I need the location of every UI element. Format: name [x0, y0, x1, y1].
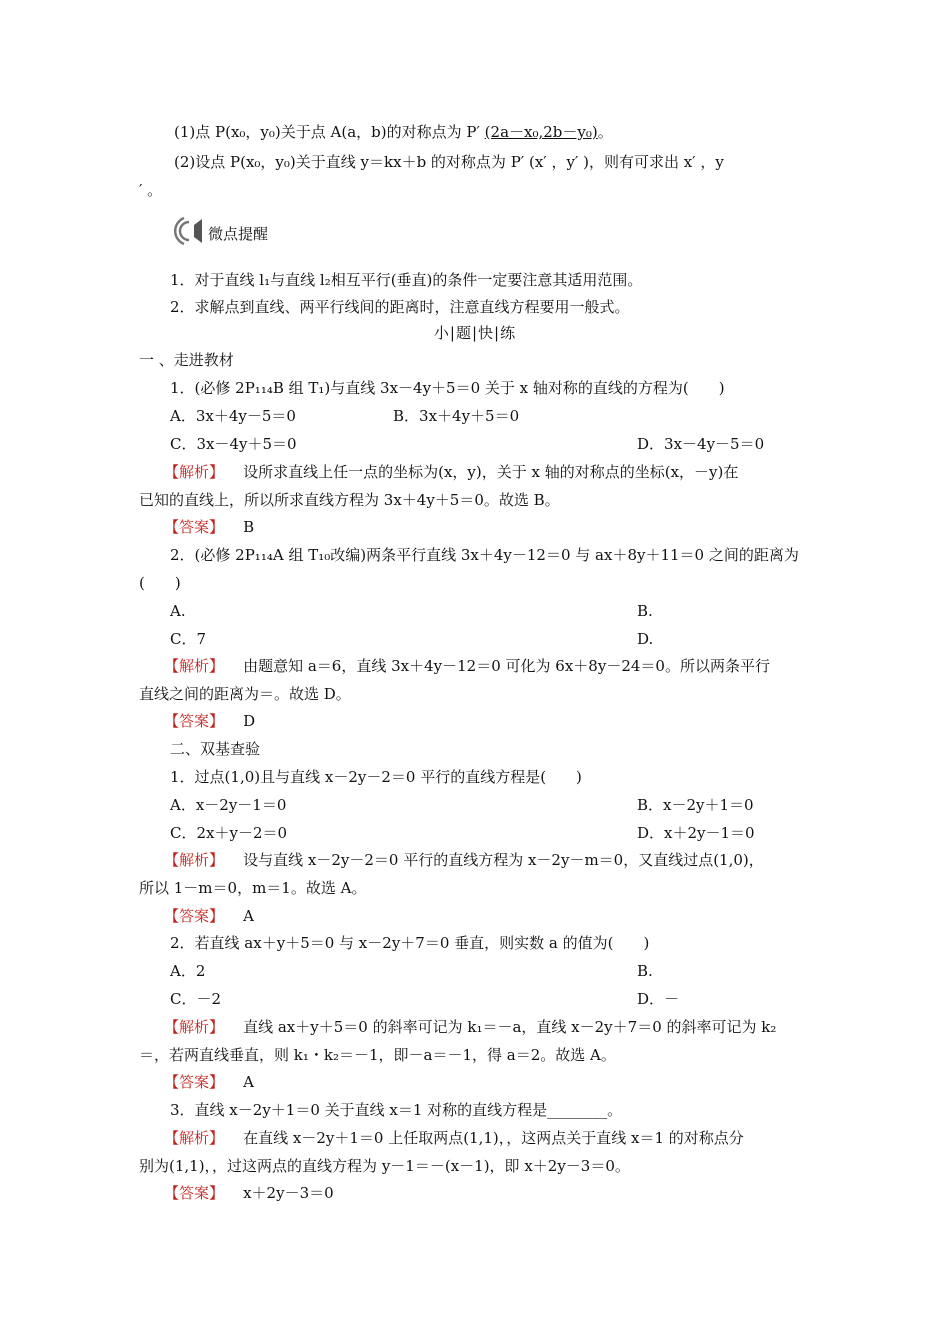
- section-1-heading: 一 、走进教材: [139, 351, 234, 369]
- analysis-text: 直线 ax＋y＋5＝0 的斜率可记为 k₁＝－a，直线 x－2y＋7＝0 的斜率可记为 k₂: [243, 1018, 777, 1036]
- s2-q1-option-d: D．x＋2y－1＝0: [637, 824, 755, 842]
- s1-q1-analysis-line-2: 已知的直线上，所以所求直线方程为 3x＋4y＋5＝0。故选 B。: [139, 491, 560, 509]
- symmetric-point-rule-2: (2)设点 P(x₀，y₀)关于直线 y＝kx＋b 的对称点为 P′ (x′ ，y′ )，则有可求出 x′ ，y: [174, 153, 724, 171]
- answer-label: 【答案】: [164, 1184, 225, 1202]
- s1-q1-stem: 1．(必修 2P₁₁₄B 组 T₁)与直线 3x－4y＋5＝0 关于 x 轴对称的直线的方程为( ): [170, 379, 725, 397]
- s1-q2-option-d: D.: [637, 630, 654, 648]
- rule-1-answer: (2a－x₀,2b－y₀): [484, 123, 598, 141]
- symmetric-point-rule-2-cont: ′ 。: [139, 181, 163, 199]
- answer-label: 【答案】: [164, 712, 225, 730]
- answer-label: 【答案】: [164, 518, 225, 536]
- analysis-label: 【解析】: [164, 463, 225, 481]
- s2-q2-option-d: D．－: [637, 990, 680, 1008]
- s1-q2-analysis-line-2: 直线之间的距离为＝。故选 D。: [139, 685, 351, 703]
- s2-q3-answer: [164, 1183, 334, 1203]
- s1-q2-analysis-line-1: [164, 656, 770, 676]
- s2-q1-stem: 1．过点(1,0)且与直线 x－2y－2＝0 平行的直线方程是( ): [170, 768, 582, 786]
- s1-q1-analysis-line-1: [164, 462, 738, 482]
- s2-q2-option-b: B.: [637, 962, 653, 980]
- s2-q3-stem: 3．直线 x－2y＋1＝0 关于直线 x＝1 对称的直线方程是________。: [170, 1101, 623, 1119]
- s1-q2-answer: [164, 711, 255, 731]
- answer-label: 【答案】: [164, 1073, 225, 1091]
- analysis-text: 由题意知 a＝6，直线 3x＋4y－12＝0 可化为 6x＋8y－24＝0。所以两条平行: [243, 657, 770, 675]
- s1-q1-option-b: B．3x＋4y＋5＝0: [393, 407, 520, 425]
- analysis-text: 在直线 x－2y＋1＝0 上任取两点(1,1)，，这两点关于直线 x＝1 的对称点分: [243, 1129, 744, 1147]
- s2-q2-option-a: A．2: [170, 962, 206, 980]
- s1-q1-option-a: A．3x＋4y－5＝0: [170, 407, 296, 425]
- s1-q1-answer: [164, 517, 254, 537]
- s2-q1-option-b: B．x－2y＋1＝0: [637, 796, 754, 814]
- s2-q2-stem: 2．若直线 ax＋y＋5＝0 与 x－2y＋7＝0 垂直，则实数 a 的值为( ): [170, 934, 650, 952]
- quick-practice-title: 小|题|快|练: [433, 324, 517, 342]
- answer-value: A: [243, 907, 254, 925]
- s2-q2-answer: [164, 1072, 254, 1092]
- answer-value: D: [243, 712, 256, 730]
- s2-q3-analysis-line-2: 别为(1,1)，，过这两点的直线方程为 y－1＝－(x－1)，即 x＋2y－3＝0。: [139, 1157, 630, 1175]
- answer-value: A: [243, 1073, 254, 1091]
- s1-q2-option-c: C．7: [170, 630, 207, 648]
- s2-q1-analysis-line-2: 所以 1－m＝0，m＝1。故选 A。: [139, 879, 367, 897]
- symmetric-point-rule-1: [174, 122, 613, 142]
- rule-1-text: (1)点 P(x₀，y₀)关于点 A(a，b)的对称点为 P′: [174, 123, 480, 141]
- s2-q1-option-c: C．2x＋y－2＝0: [170, 824, 288, 842]
- s1-q1-option-c: C．3x－4y＋5＝0: [170, 435, 297, 453]
- analysis-label: 【解析】: [164, 1018, 225, 1036]
- answer-label: 【答案】: [164, 907, 225, 925]
- s2-q1-analysis-line-1: [164, 850, 764, 870]
- s1-q2-stem-line-1: 2．(必修 2P₁₁₄A 组 T₁₀改编)两条平行直线 3x＋4y－12＝0 与 ax＋8y＋11＝0 之间的距离为: [170, 546, 799, 564]
- tip-item-1: 1．对于直线 l₁与直线 l₂相互平行(垂直)的条件一定要注意其适用范围。: [170, 271, 643, 289]
- s2-q2-analysis-line-2: ＝，若两直线垂直，则 k₁・k₂＝－1，即－a＝－1，得 a＝2。故选 A。: [139, 1046, 616, 1064]
- tip-item-2: 2．求解点到直线、两平行线间的距离时，注意直线方程要用一般式。: [170, 298, 630, 316]
- s2-q2-analysis-line-1: [164, 1017, 776, 1037]
- s1-q1-option-d: D．3x－4y－5＝0: [637, 435, 765, 453]
- s1-q2-option-a: A.: [170, 602, 186, 620]
- s2-q1-answer: [164, 906, 254, 926]
- section-2-heading: 二、双基查验: [170, 740, 261, 758]
- s1-q2-option-b: B.: [637, 602, 653, 620]
- analysis-label: 【解析】: [164, 657, 225, 675]
- s2-q2-option-c: C．－2: [170, 990, 222, 1008]
- speaker-icon: [170, 212, 204, 250]
- answer-value: B: [243, 518, 255, 536]
- tip-title: 微点提醒: [208, 225, 269, 243]
- s2-q1-option-a: A．x－2y－1＝0: [170, 796, 287, 814]
- analysis-label: 【解析】: [164, 851, 225, 869]
- analysis-text: 设所求直线上任一点的坐标为(x，y)，关于 x 轴的对称点的坐标(x，－y)在: [243, 463, 739, 481]
- analysis-label: 【解析】: [164, 1129, 225, 1147]
- rule-1-end: 。: [597, 123, 613, 141]
- analysis-text: 设与直线 x－2y－2＝0 平行的直线方程为 x－2y－m＝0，又直线过点(1,0)，: [243, 851, 764, 869]
- s1-q2-stem-line-2: ( ): [139, 574, 181, 592]
- answer-value: x＋2y－3＝0: [243, 1184, 334, 1202]
- s2-q3-analysis-line-1: [164, 1128, 744, 1148]
